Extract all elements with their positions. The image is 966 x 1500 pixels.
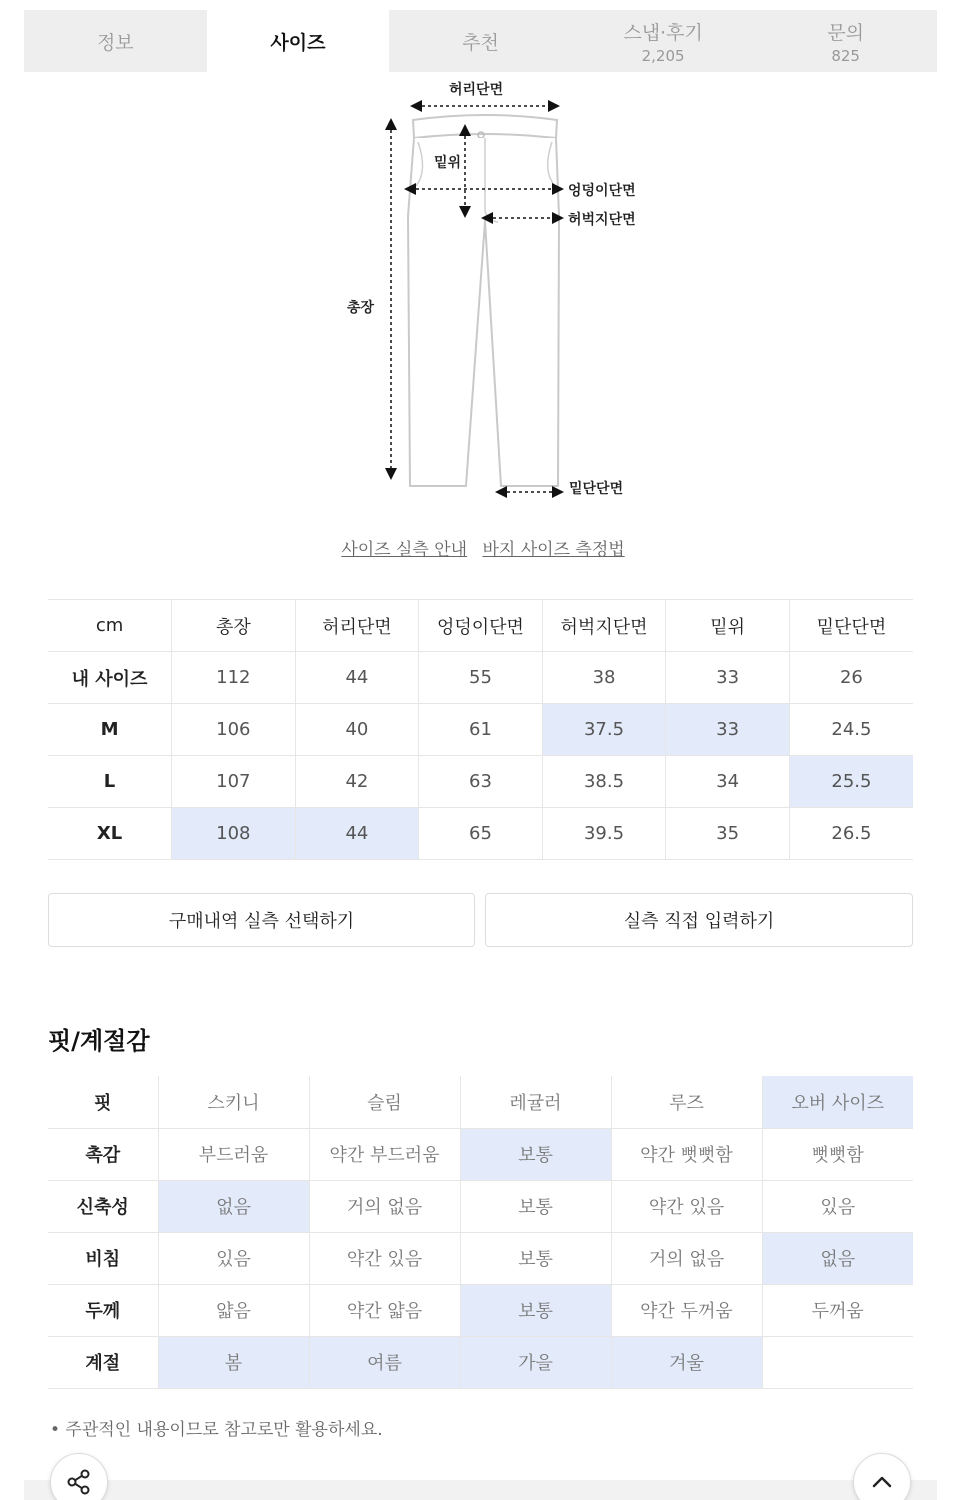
season-row: [48, 1336, 913, 1388]
texture-row: [48, 1128, 913, 1180]
row-label: L: [48, 756, 172, 808]
tab-snap-review[interactable]: [572, 10, 755, 72]
disclaimer-note: • 주관적인 내용이므로 참고로만 활용하세요.: [50, 1420, 383, 1440]
scroll-top-button[interactable]: [853, 1453, 911, 1500]
fit-option-selected: 여름: [309, 1336, 460, 1388]
tab-count: 825: [831, 46, 860, 65]
fit-option: 레귤러: [460, 1076, 611, 1128]
column-header: 허리단면: [295, 600, 419, 652]
fit-option-selected: 가을: [460, 1336, 611, 1388]
length-label: 총장: [347, 300, 375, 316]
tab-label: 정보: [96, 31, 134, 54]
tab-recommend[interactable]: [389, 10, 572, 72]
fit-option-selected: 오버 사이즈: [762, 1076, 913, 1128]
table-cell-match: 44: [295, 808, 419, 860]
fit-option: 있음: [762, 1180, 913, 1232]
tab-label: 추천: [462, 31, 499, 54]
table-cell: 34: [666, 756, 790, 808]
fit-option: 약간 있음: [309, 1232, 460, 1284]
tab-size[interactable]: [207, 10, 390, 72]
table-cell: 26.5: [789, 808, 913, 860]
tab-count: 2,205: [641, 46, 685, 65]
column-header: 엉덩이단면: [419, 600, 543, 652]
table-cell: 42: [295, 756, 419, 808]
table-cell: 24.5: [789, 704, 913, 756]
fit-option: 거의 없음: [309, 1180, 460, 1232]
table-cell: 44: [295, 652, 419, 704]
table-row-l: [48, 756, 913, 808]
fit-option: 약간 얇음: [309, 1284, 460, 1336]
fit-option-selected: 보통: [460, 1284, 611, 1336]
select-purchase-measurement-button[interactable]: 구매내역 실측 선택하기: [48, 893, 475, 947]
table-cell: 112: [172, 652, 296, 704]
row-label: 신축성: [48, 1180, 158, 1232]
thigh-label: 허벅지단면: [568, 212, 636, 228]
fit-option: 약간 뻣뻣함: [611, 1128, 762, 1180]
chevron-up-icon: [868, 1468, 896, 1496]
tab-label: 스냅·후기: [623, 21, 703, 44]
row-label: M: [48, 704, 172, 756]
fit-option: 약간 있음: [611, 1180, 762, 1232]
fit-option-selected: 봄: [158, 1336, 309, 1388]
tab-info[interactable]: [24, 10, 207, 72]
row-label: 두께: [48, 1284, 158, 1336]
tab-inquiry[interactable]: [754, 10, 937, 72]
fit-season-table: [48, 1076, 913, 1389]
table-cell: 61: [419, 704, 543, 756]
table-cell: 26: [789, 652, 913, 704]
fit-option: 뻣뻣함: [762, 1128, 913, 1180]
fit-option: 스키니: [158, 1076, 309, 1128]
fit-option-selected: 보통: [460, 1128, 611, 1180]
table-cell: 63: [419, 756, 543, 808]
bottom-section-bar: [24, 1480, 937, 1500]
size-guide-link[interactable]: 사이즈 실측 안내: [341, 540, 468, 560]
tab-label: 사이즈: [270, 31, 326, 54]
rise-label: 밑위: [434, 155, 462, 171]
waist-label: 허리단면: [449, 82, 504, 98]
row-label: XL: [48, 808, 172, 860]
fit-option: 있음: [158, 1232, 309, 1284]
stretch-row: [48, 1180, 913, 1232]
table-cell-match: 108: [172, 808, 296, 860]
pants-measure-link[interactable]: 바지 사이즈 측정법: [482, 540, 625, 560]
row-label: 촉감: [48, 1128, 158, 1180]
fit-option-selected: 없음: [762, 1232, 913, 1284]
table-cell: 106: [172, 704, 296, 756]
row-label: 비침: [48, 1232, 158, 1284]
table-cell: 107: [172, 756, 296, 808]
fit-option: 보통: [460, 1232, 611, 1284]
row-label: 계절: [48, 1336, 158, 1388]
table-header-row: [48, 600, 913, 652]
fit-option: 루즈: [611, 1076, 762, 1128]
column-header: 밑단단면: [789, 600, 913, 652]
pants-illustration: [330, 76, 660, 506]
column-header: 허벅지단면: [542, 600, 666, 652]
pants-measurement-diagram: [330, 76, 660, 506]
fit-option: 두꺼움: [762, 1284, 913, 1336]
table-cell: 38.5: [542, 756, 666, 808]
fit-section-title: 핏/계절감: [48, 1027, 150, 1055]
table-cell: 33: [666, 652, 790, 704]
row-label: 핏: [48, 1076, 158, 1128]
table-cell: 35: [666, 808, 790, 860]
size-guide-links: [0, 535, 966, 560]
hem-label: 밑단단면: [569, 481, 624, 497]
tab-label: 문의: [827, 21, 865, 44]
fit-option-selected: 겨울: [611, 1336, 762, 1388]
fit-option: 부드러움: [158, 1128, 309, 1180]
column-header: 밑위: [666, 600, 790, 652]
fit-option: 약간 두꺼움: [611, 1284, 762, 1336]
fit-option: 보통: [460, 1180, 611, 1232]
thickness-row: [48, 1284, 913, 1336]
size-table: [48, 599, 913, 860]
fit-option: 거의 없음: [611, 1232, 762, 1284]
table-row-m: [48, 704, 913, 756]
fit-option-selected: 없음: [158, 1180, 309, 1232]
table-cell: 39.5: [542, 808, 666, 860]
table-row-my-size: [48, 652, 913, 704]
hip-label: 엉덩이단면: [568, 183, 636, 199]
table-cell: 38: [542, 652, 666, 704]
table-cell: 65: [419, 808, 543, 860]
table-row-xl: [48, 808, 913, 860]
table-cell: 55: [419, 652, 543, 704]
share-button[interactable]: [50, 1453, 108, 1500]
share-icon: [64, 1467, 94, 1497]
fit-option: 얇음: [158, 1284, 309, 1336]
fit-option: 약간 부드러움: [309, 1128, 460, 1180]
table-cell-match: 33: [666, 704, 790, 756]
column-header: cm: [48, 600, 172, 652]
row-label: 내 사이즈: [48, 652, 172, 704]
enter-measurement-button[interactable]: 실측 직접 입력하기: [485, 893, 913, 947]
table-cell-match: 37.5: [542, 704, 666, 756]
table-cell: 40: [295, 704, 419, 756]
table-cell-match: 25.5: [789, 756, 913, 808]
fit-option: 슬림: [309, 1076, 460, 1128]
fit-row: [48, 1076, 913, 1128]
fit-option: [762, 1336, 913, 1388]
tab-bar: [24, 10, 937, 72]
sheerness-row: [48, 1232, 913, 1284]
column-header: 총장: [172, 600, 296, 652]
